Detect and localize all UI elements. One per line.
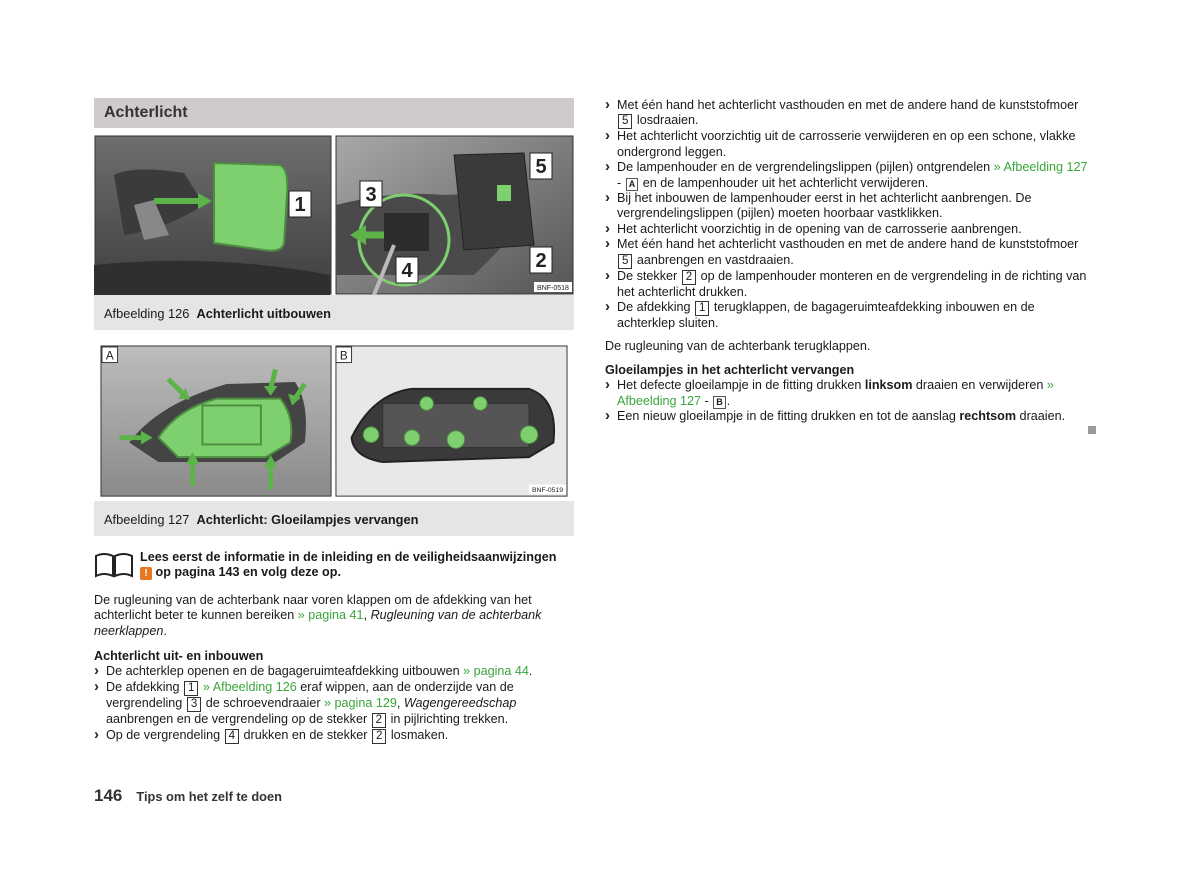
figure-127-caption <box>94 504 574 536</box>
callout-ref: 1 <box>184 681 198 696</box>
link-afbeelding-127[interactable]: » Afbeelding 127 <box>993 160 1088 175</box>
left-column <box>94 98 574 744</box>
bulbs-heading: Gloeilampjes in het achterlicht vervangen <box>605 362 855 377</box>
step-text: losmaken. <box>387 727 449 742</box>
panel-a-label: A <box>105 349 114 363</box>
link-afbeelding-127-b[interactable]: » Afbeelding 127 <box>617 378 1054 408</box>
right-step-3 <box>605 160 1090 191</box>
step-text: De lampenhouder en de vergrendelingslippen (pijlen) ontgrendelen <box>617 160 994 175</box>
link-afbeelding-126[interactable]: » Afbeelding 126 <box>202 679 297 694</box>
link-pagina-129[interactable]: » pagina 129 <box>324 695 397 710</box>
step-text: . <box>726 393 731 408</box>
right-step-6 <box>605 237 1090 268</box>
callout-ref: 3 <box>187 697 201 712</box>
callout-ref: 1 <box>695 301 709 316</box>
step-text: Het defecte gloeilampje in de fitting drukken <box>617 378 865 393</box>
step-text: losdraaien. <box>633 113 699 128</box>
callout-ref: 5 <box>618 114 632 129</box>
step-text: de schroevendraaier <box>202 695 325 710</box>
figure-127-label: Afbeelding 127 <box>104 512 190 527</box>
page-footer <box>94 786 282 806</box>
chapter-title: Tips om het zelf te doen <box>136 789 282 804</box>
callout-ref: 5 <box>618 254 632 269</box>
intro-sep: , <box>363 608 371 623</box>
step-text: op de lampenhouder monteren en de vergrendeling in de richting van het achterlicht drukken. <box>617 268 1087 299</box>
callout-ref: 2 <box>372 729 386 744</box>
panel-ref: A <box>626 178 639 191</box>
warning-icon: ! <box>140 567 152 580</box>
intro-paragraph <box>94 593 574 639</box>
bulbs-step-1 <box>605 378 1090 409</box>
bulbs-step-2 <box>605 409 1090 424</box>
figure-126-caption <box>94 298 574 330</box>
step-text: aanbrengen en vastdraaien. <box>633 252 794 267</box>
callout-3: 3 <box>365 184 377 206</box>
step-bold: linksom <box>864 378 913 393</box>
figure-126 <box>94 135 574 330</box>
step-text: draaien en verwijderen <box>912 378 1047 393</box>
removal-step-2 <box>94 680 574 728</box>
callout-4: 4 <box>401 260 413 282</box>
notice-text <box>140 550 556 581</box>
step-text: drukken en de stekker <box>240 727 371 742</box>
right-step-8 <box>605 300 1090 331</box>
step-text: Met één hand het achterlicht vasthouden en met de andere hand de kunststofmoer <box>617 98 1079 112</box>
step-text: en de lampenhouder uit het achterlicht verwijderen. <box>639 175 929 190</box>
step-text: Op de vergrendeling <box>106 727 224 742</box>
figure-127 <box>94 345 574 536</box>
step-text: De afdekking <box>106 679 184 694</box>
right-step-4: › Bij het inbouwen de lampenhouder eerst in het achterlicht aanbrengen. De vergrendelingslippen (pijlen) moeten hoorbaar vastklikken. <box>605 191 1090 222</box>
right-step-1 <box>605 98 1090 129</box>
step-text: draaien. <box>1016 409 1066 424</box>
callout-ref: 4 <box>225 729 239 744</box>
figure-126-title: Achterlicht uitbouwen <box>196 306 331 321</box>
step-bold: rechtsom <box>959 409 1017 424</box>
intro-italic: Rugleuning van de achterbank neerklappen <box>94 608 542 638</box>
figure-127-title: Achterlicht: Gloeilampjes vervangen <box>196 512 419 527</box>
removal-heading: Achterlicht uit- en inbouwen <box>94 649 264 664</box>
step-text: eraf wippen, aan de onderzijde van de vergrendeling <box>106 679 514 710</box>
section-title: Achterlicht <box>94 98 574 128</box>
step-text: De stekker <box>617 268 681 283</box>
step-text: De achterklep openen en de bagageruimteafdekking uitbouwen <box>106 664 464 679</box>
right-step-5: › Het achterlicht voorzichtig in de opening van de carrosserie aanbrengen. <box>605 222 1090 237</box>
right-step-7 <box>605 269 1090 300</box>
figure-126-image <box>94 135 574 295</box>
step-text: De afdekking <box>617 300 695 315</box>
panel-b-label: B <box>339 349 348 363</box>
panel-ref: B <box>713 396 726 409</box>
removal-step-1 <box>94 664 574 679</box>
step-text: - <box>617 175 625 190</box>
step-text: in pijlrichting trekken. <box>387 711 509 726</box>
step-text: - <box>701 393 713 408</box>
figure-126-label: Afbeelding 126 <box>104 306 190 321</box>
info-notice <box>94 550 574 581</box>
step-text: Met één hand het achterlicht vasthouden en met de andere hand de kunststofmoer <box>617 237 1079 252</box>
notice-line1: Lees eerst de informatie in de inleiding en de veiligheidsaanwijzingen <box>140 550 557 564</box>
link-pagina-41[interactable]: » pagina 41 <box>297 608 364 623</box>
link-pagina-44[interactable]: » pagina 44 <box>463 664 529 679</box>
notice-line2: op pagina 143 en volg deze op. <box>155 565 341 580</box>
book-icon <box>94 550 134 580</box>
figure-code: BNF-0518 <box>537 285 569 292</box>
figure-code-127: BNF-0519 <box>531 487 564 495</box>
figure-127-image <box>94 345 574 501</box>
step-text: terugklappen, de bagageruimteafdekking inbouwen en de achterklep sluiten. <box>617 300 1035 331</box>
step-text: Een nieuw gloeilampje in de fitting drukken en tot de aanslag <box>617 409 960 424</box>
step-end: . <box>528 664 533 679</box>
callout-5: 5 <box>535 156 547 178</box>
callout-1: 1 <box>294 194 306 216</box>
intro-text: De rugleuning van de achterbank naar voren klappen om de afdekking van het achterlicht beter te kunnen bereiken <box>94 592 532 623</box>
page-number: 146 <box>94 786 123 805</box>
callout-ref: 2 <box>372 713 386 728</box>
removal-step-3 <box>94 728 574 744</box>
callout-ref: 2 <box>682 270 696 285</box>
callout-2: 2 <box>535 250 547 272</box>
step-text: aanbrengen en de vergrendeling op de stekker <box>106 711 371 726</box>
right-column <box>605 98 1090 425</box>
step-text: , <box>396 695 404 710</box>
backrest-paragraph: De rugleuning van de achterbank terugklappen. <box>605 339 871 354</box>
right-step-2: › Het achterlicht voorzichtig uit de carrosserie verwijderen en op een schone, vlakke ondergrond leggen. <box>605 129 1090 160</box>
step-italic: Wagengereedschap <box>403 695 517 710</box>
section-end-marker <box>1088 426 1096 434</box>
intro-end: . <box>163 623 167 638</box>
